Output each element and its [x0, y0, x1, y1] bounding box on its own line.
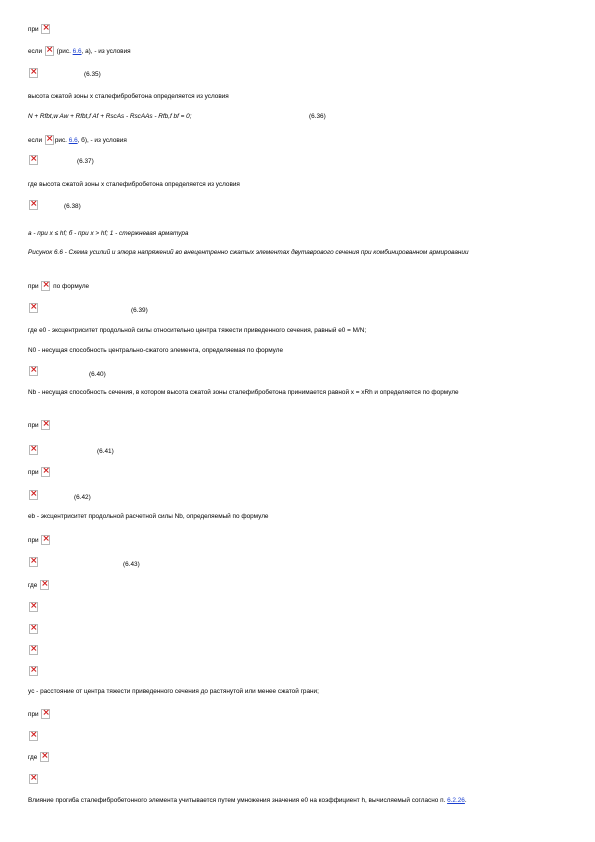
broken-image-icon — [29, 557, 38, 567]
text-line — [28, 709, 51, 719]
broken-image-icon — [41, 24, 50, 34]
text-paragraph: Nb - несущая способность сечения, в котором высота сжатой зоны сталефибробетона принимается равной x = xRh и определяется по формуле — [28, 389, 459, 396]
text-line — [28, 135, 127, 145]
equation-line — [28, 68, 39, 78]
equation-line — [28, 645, 39, 655]
text: при — [28, 469, 39, 476]
text: если — [28, 137, 43, 144]
section-link[interactable]: 6.2.26 — [447, 797, 465, 804]
text: где — [28, 582, 38, 589]
text-line — [28, 46, 131, 56]
broken-image-icon — [29, 155, 38, 165]
equation-number: (6.42) — [74, 494, 91, 501]
text: если — [28, 48, 43, 55]
text: при — [28, 283, 39, 290]
broken-image-icon — [40, 752, 49, 762]
equation-line — [28, 490, 39, 500]
text-line — [28, 535, 51, 545]
text: где — [28, 754, 38, 761]
text: рис. — [54, 137, 67, 144]
text: , а), - из условия — [81, 48, 131, 55]
equation-line — [28, 731, 39, 741]
equation-line — [28, 155, 39, 165]
text-line: где е0 - эксцентриситет продольной силы относительно центра тяжести приведенного сечения, равный е0 = M/N; — [28, 327, 367, 334]
equation-line — [28, 200, 39, 210]
equation-line — [28, 666, 39, 676]
text-line — [28, 580, 50, 590]
caption-text: Рисунок 6.6 - Схема усилий и эпюра напряжений во внецентренно сжатых элементах двутаврового сечения при комбинированном армировании — [28, 249, 469, 256]
text-line — [28, 752, 50, 762]
broken-image-icon — [29, 68, 38, 78]
formula-line — [28, 113, 192, 121]
broken-image-icon — [29, 731, 38, 741]
equation-number: (6.38) — [64, 203, 81, 210]
equation-number: (6.37) — [77, 158, 94, 165]
text: по формуле — [53, 283, 90, 290]
broken-image-icon — [29, 666, 38, 676]
text-line: высота сжатой зоны x сталефибробетона определяется из условия — [28, 93, 229, 100]
figure-link[interactable]: 6.6 — [72, 48, 82, 55]
broken-image-icon — [29, 602, 38, 612]
broken-image-icon — [29, 366, 38, 376]
figure-link[interactable]: 6.6 — [68, 137, 78, 144]
text-line — [28, 420, 51, 430]
text-line — [28, 230, 188, 238]
broken-image-icon — [41, 420, 50, 430]
figure-caption — [28, 249, 568, 257]
text: при — [28, 711, 39, 718]
text: . — [464, 797, 467, 804]
equation-number: (6.39) — [131, 307, 148, 314]
equation-number: (6.36) — [309, 113, 326, 120]
broken-image-icon — [41, 281, 50, 291]
broken-image-icon — [29, 645, 38, 655]
text-line: еb - эксцентриситет продольной расчетной силы Nb, определяемый по формуле — [28, 513, 269, 520]
broken-image-icon — [29, 624, 38, 634]
broken-image-icon — [41, 535, 50, 545]
equation-line — [28, 445, 39, 455]
text: (рис. — [56, 48, 71, 55]
text-paragraph — [28, 797, 568, 805]
text: а - при x ≤ hf; б - при x > hf; 1 - стержневая арматура — [28, 230, 189, 237]
broken-image-icon — [29, 774, 38, 784]
equation-number: (6.41) — [97, 448, 114, 455]
text-line: yc - расстояние от центра тяжести приведенного сечения до растянутой или менее сжатой грани; — [28, 688, 319, 695]
text-line: N0 - несущая способность центрально-сжатого элемента, определяемая по формуле — [28, 347, 284, 354]
equation-number: (6.40) — [89, 371, 106, 378]
text: при — [28, 26, 39, 33]
equation-line — [28, 602, 39, 612]
equation-line — [28, 303, 39, 313]
equation-line — [28, 774, 39, 784]
broken-image-icon — [41, 467, 50, 477]
equation-line — [28, 624, 39, 634]
text: Влияние прогиба сталефибробетонного элемента учитывается путем умножения значения е0 на коэффициент h, вычисляемый согласно п. — [28, 797, 446, 804]
broken-image-icon — [29, 445, 38, 455]
text: при — [28, 537, 39, 544]
text: при — [28, 422, 39, 429]
broken-image-icon — [45, 46, 54, 56]
equation-number: (6.35) — [84, 71, 101, 78]
text-line — [28, 24, 51, 34]
broken-image-icon — [41, 709, 50, 719]
broken-image-icon — [29, 200, 38, 210]
broken-image-icon — [40, 580, 49, 590]
broken-image-icon — [29, 490, 38, 500]
equation-number: (6.43) — [123, 561, 140, 568]
text-line — [28, 281, 89, 291]
broken-image-icon — [29, 303, 38, 313]
broken-image-icon — [45, 135, 54, 145]
formula: N + Rfbt,w Aw + Rfbt,f Af + RscAs - RscAAs - Rfb,f bf = 0; — [28, 113, 192, 120]
text-line — [28, 467, 51, 477]
text: , б), - из условия — [77, 137, 127, 144]
text-line: где высота сжатой зоны x сталефибробетона определяется из условия — [28, 181, 240, 188]
equation-line — [28, 557, 39, 567]
equation-line — [28, 366, 39, 376]
